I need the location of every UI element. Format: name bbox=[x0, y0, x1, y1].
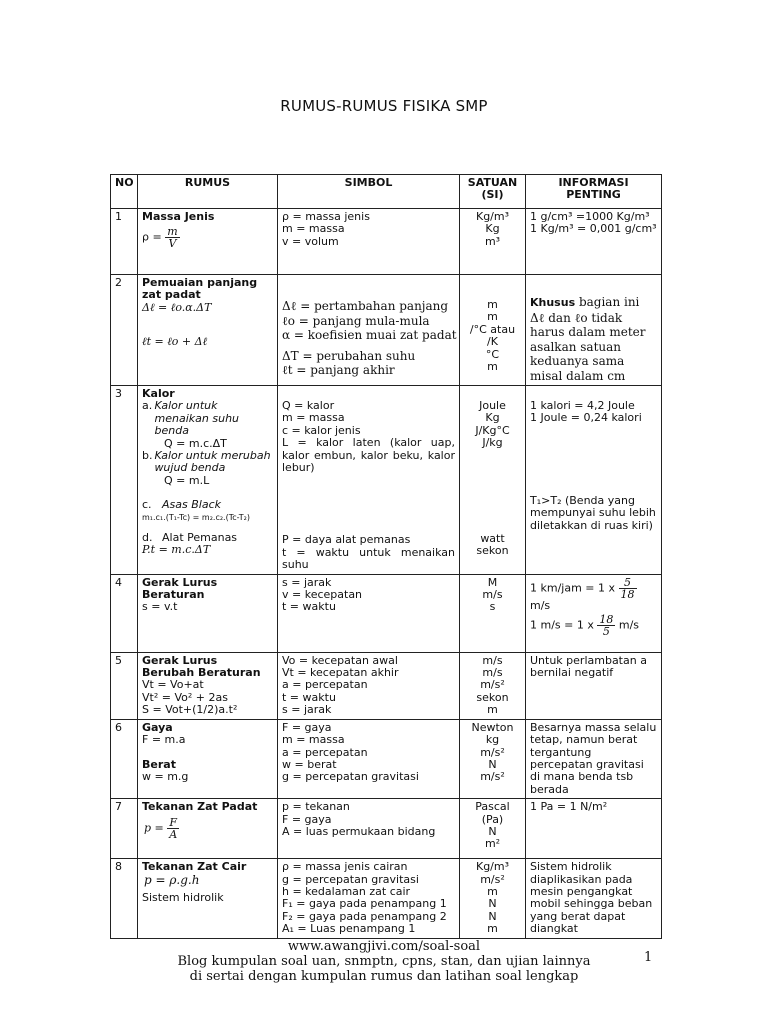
symbol-def: ℓo = panjang mula-mula bbox=[282, 313, 430, 328]
unit-cell bbox=[460, 652, 526, 719]
symbol-def: Vt = kecepatan akhir bbox=[282, 666, 399, 680]
formula-name: Tekanan Zat Cair bbox=[142, 860, 247, 874]
symbol-def: Δℓ = pertambahan panjang bbox=[282, 299, 449, 313]
symbol-cell bbox=[278, 574, 460, 652]
unit: m bbox=[487, 884, 498, 898]
unit: sekon bbox=[476, 544, 509, 558]
row-number: 7 bbox=[111, 799, 138, 859]
formula: m₁.c₁.(T₁-Tc) = m₂.c₂.(Tc-T₂) bbox=[142, 512, 250, 522]
formula-name: Massa Jenis bbox=[142, 210, 215, 223]
unit: °C bbox=[485, 347, 500, 361]
formula-cell bbox=[138, 859, 278, 938]
formula-lhs: ρ = bbox=[142, 230, 162, 244]
info-text: 1 Pa = 1 N/m² bbox=[530, 800, 608, 814]
page-number: 1 bbox=[644, 950, 653, 965]
row-number: 8 bbox=[111, 859, 138, 938]
symbol-def: ρ = massa jenis bbox=[282, 210, 370, 223]
symbol-cell bbox=[278, 859, 460, 938]
symbol-def: t = waktu untuk menaikan suhu bbox=[282, 545, 455, 572]
row-number: 3 bbox=[111, 386, 138, 575]
sub-item bbox=[142, 400, 273, 437]
symbol-def: s = jarak bbox=[282, 575, 332, 589]
unit: m/s bbox=[482, 653, 503, 667]
table-row bbox=[111, 719, 662, 798]
unit: m/s² bbox=[480, 770, 505, 784]
unit: N bbox=[488, 824, 497, 838]
symbol-def: c = kalor jenis bbox=[282, 423, 361, 437]
header-row bbox=[111, 175, 662, 209]
info-cell bbox=[526, 386, 662, 575]
unit: N bbox=[488, 897, 497, 911]
unit: Kg/m³ bbox=[475, 210, 510, 223]
formula-cell bbox=[138, 652, 278, 719]
formula-name: Pemuaian panjang zat padat bbox=[142, 276, 258, 302]
unit: N bbox=[488, 909, 497, 923]
formula: Δℓ = ℓo.α.ΔT bbox=[142, 300, 212, 314]
unit-cell bbox=[460, 859, 526, 938]
symbol-def: ℓt = panjang akhir bbox=[282, 363, 395, 377]
info-text: 1 Kg/m³ = 0,001 g/cm³ bbox=[530, 222, 657, 236]
footer-line-2: di sertai dengan kumpulan rumus dan latihan soal lengkap bbox=[189, 969, 579, 984]
unit: /°C atau /K bbox=[469, 322, 516, 349]
formula bbox=[142, 817, 273, 840]
info-text: bagian ini Δℓ dan ℓo tidak harus dalam meter asalkan satuan keduanya sama misal dalam cm bbox=[530, 295, 646, 383]
unit: M bbox=[487, 575, 498, 589]
unit: s bbox=[489, 600, 496, 614]
table-row bbox=[111, 386, 662, 575]
formula-cell bbox=[138, 275, 278, 386]
unit: m/s² bbox=[480, 745, 505, 759]
fraction-denominator: 5 bbox=[602, 625, 610, 639]
symbol-cell bbox=[278, 719, 460, 798]
symbol-def: ΔT = perubahan suhu bbox=[282, 348, 416, 363]
formula-lhs: p = bbox=[144, 821, 164, 835]
table-row bbox=[111, 799, 662, 859]
formula: Q = m.L bbox=[164, 473, 210, 487]
formula-cell bbox=[138, 386, 278, 575]
table-row bbox=[111, 652, 662, 719]
info-text: Untuk perlambatan a bernilai negatif bbox=[530, 653, 647, 680]
unit: m bbox=[487, 310, 498, 324]
header-info: INFORMASI PENTING bbox=[526, 175, 662, 209]
symbol-def: A₁ = Luas penampang 1 bbox=[282, 922, 416, 936]
item-label: c. bbox=[142, 498, 152, 512]
item-text: Asas Black bbox=[162, 498, 221, 512]
unit: m/s² bbox=[480, 872, 505, 886]
unit-cell bbox=[460, 574, 526, 652]
unit: Newton bbox=[471, 720, 514, 734]
info-cell bbox=[526, 652, 662, 719]
unit-cell bbox=[460, 799, 526, 859]
symbol-def: v = kecepatan bbox=[282, 588, 363, 602]
symbol-cell bbox=[278, 275, 460, 386]
formula-name: Kalor bbox=[142, 387, 175, 400]
formula bbox=[142, 226, 273, 249]
symbol-def: α = koefisien muai zat padat bbox=[282, 328, 457, 342]
symbol-def: F = gaya bbox=[282, 812, 332, 826]
formula: P.t = m.c.ΔT bbox=[142, 543, 211, 557]
row-number: 5 bbox=[111, 652, 138, 719]
unit: sekon bbox=[476, 690, 509, 704]
symbol-def: a = percepatan bbox=[282, 678, 368, 692]
conversion bbox=[530, 577, 657, 600]
symbol-def: t = waktu bbox=[282, 600, 336, 614]
formula: ℓt = ℓo + Δℓ bbox=[142, 335, 208, 349]
footer-line-1: Blog kumpulan soal uan, snmptn, cpns, stan, dan ujian lainnya bbox=[177, 954, 591, 969]
unit: m bbox=[487, 360, 498, 374]
formula: S = Vot+(1/2)a.t² bbox=[142, 703, 238, 717]
item-label: b. bbox=[142, 449, 153, 463]
unit: J/kg bbox=[482, 436, 503, 450]
row-number: 2 bbox=[111, 275, 138, 386]
info-text: Sistem hidrolik diaplikasikan pada mesin pengangkat mobil sehingga beban yang berat dapat diangkat bbox=[530, 860, 653, 936]
unit-cell bbox=[460, 209, 526, 275]
formula: Vt = Vo+at bbox=[142, 678, 204, 692]
formula-name: Gerak Lurus Beraturan bbox=[142, 575, 218, 602]
info-text: 1 Joule = 0,24 kalori bbox=[530, 411, 642, 425]
fraction-numerator: F bbox=[167, 817, 179, 829]
item-label: d. bbox=[142, 531, 153, 545]
info-cell bbox=[526, 719, 662, 798]
symbol-def: v = volum bbox=[282, 234, 339, 248]
fraction-denominator: 18 bbox=[620, 587, 635, 601]
symbol-cell bbox=[278, 799, 460, 859]
unit: Kg/m³ bbox=[475, 860, 510, 874]
row-number: 1 bbox=[111, 209, 138, 275]
info-cell bbox=[526, 209, 662, 275]
conversion bbox=[530, 614, 657, 637]
symbol-def: F₂ = gaya pada penampang 2 bbox=[282, 909, 447, 923]
info-emphasis: Khusus bbox=[530, 296, 576, 309]
unit: m bbox=[487, 922, 498, 936]
symbol-def: L = kalor laten (kalor uap, kalor embun, kalor beku, kalor lebur) bbox=[282, 436, 455, 475]
formula-cell bbox=[138, 719, 278, 798]
row-number: 6 bbox=[111, 719, 138, 798]
row-number: 4 bbox=[111, 574, 138, 652]
symbol-def: A = luas permukaan bidang bbox=[282, 824, 436, 838]
item-label: a. bbox=[142, 399, 153, 413]
unit: m³ bbox=[484, 234, 501, 248]
table-row bbox=[111, 275, 662, 386]
unit: N bbox=[488, 757, 497, 771]
page-title: RUMUS-RUMUS FISIKA SMP bbox=[280, 97, 488, 115]
unit: m bbox=[487, 298, 498, 311]
symbol-def: ρ = massa jenis cairan bbox=[282, 860, 408, 874]
fraction bbox=[167, 817, 179, 840]
table-row bbox=[111, 209, 662, 275]
formula: Q = m.c.ΔT bbox=[164, 436, 227, 450]
symbol-cell bbox=[278, 209, 460, 275]
formula: F = m.a bbox=[142, 733, 186, 747]
symbol-def: g = percepatan gravitasi bbox=[282, 770, 419, 784]
conversion-text: 1 km/jam = 1 x bbox=[530, 581, 616, 595]
unit: m² bbox=[484, 837, 501, 851]
fraction bbox=[597, 614, 615, 637]
conversion-unit: m/s bbox=[618, 618, 640, 632]
formula: Vt² = Vo² + 2as bbox=[142, 690, 228, 704]
fraction bbox=[619, 577, 637, 600]
unit: m bbox=[487, 703, 498, 717]
formula-cell bbox=[138, 209, 278, 275]
unit-cell bbox=[460, 275, 526, 386]
unit: (Pa) bbox=[481, 812, 504, 826]
footer-url[interactable]: www.awangjivi.com/soal-soal bbox=[287, 939, 481, 954]
fraction-numerator: 18 bbox=[599, 613, 614, 627]
symbol-def: P = daya alat pemanas bbox=[282, 533, 411, 547]
header-simbol: SIMBOL bbox=[278, 175, 460, 209]
symbol-def: s = jarak bbox=[282, 703, 332, 717]
fraction-numerator: 5 bbox=[619, 577, 637, 589]
unit: kg bbox=[485, 733, 500, 747]
unit: watt bbox=[480, 531, 505, 545]
formula-name: Gaya bbox=[142, 720, 173, 734]
unit-cell bbox=[460, 719, 526, 798]
table-row bbox=[111, 574, 662, 652]
unit: m/s bbox=[482, 588, 503, 602]
fraction bbox=[165, 226, 179, 249]
info-text: 1 kalori = 4,2 Joule bbox=[530, 399, 635, 412]
sub-item bbox=[142, 450, 273, 475]
conversion-text: 1 m/s = 1 x bbox=[530, 618, 594, 632]
header-no: NO bbox=[111, 175, 138, 209]
formula: w = m.g bbox=[142, 769, 189, 783]
header-satuan: SATUAN (SI) bbox=[460, 175, 526, 209]
fraction-numerator: m bbox=[167, 225, 178, 239]
unit: m/s² bbox=[480, 678, 505, 692]
unit: m/s bbox=[482, 666, 503, 680]
symbol-def: a = percepatan bbox=[282, 745, 368, 759]
formula-table bbox=[110, 174, 662, 939]
symbol-def: F₁ = gaya pada penampang 1 bbox=[282, 897, 447, 911]
symbol-cell bbox=[278, 386, 460, 575]
table-row bbox=[111, 859, 662, 938]
symbol-def: m = massa bbox=[282, 733, 345, 747]
formula: s = v.t bbox=[142, 600, 178, 614]
info-text: 1 g/cm³ =1000 Kg/m³ bbox=[530, 210, 650, 223]
unit: J/Kg°C bbox=[475, 423, 510, 437]
unit: Pascal bbox=[475, 800, 510, 814]
fraction-denominator: A bbox=[169, 827, 178, 841]
info-cell bbox=[526, 275, 662, 386]
symbol-def: g = percepatan gravitasi bbox=[282, 872, 419, 886]
formula-cell bbox=[138, 574, 278, 652]
conversion-unit: m/s bbox=[530, 598, 551, 612]
header-rumus: RUMUS bbox=[138, 175, 278, 209]
item-text: Kalor untuk merubah wujud benda bbox=[154, 449, 271, 475]
info-text: T₁>T₂ (Benda yang mempunyai suhu lebih diletakkan di ruas kiri) bbox=[530, 493, 656, 532]
symbol-def: Q = kalor bbox=[282, 399, 335, 412]
formula: p = ρ.g.h bbox=[144, 872, 200, 887]
symbol-def: t = waktu bbox=[282, 690, 336, 704]
info-cell bbox=[526, 859, 662, 938]
formula-subtitle: Sistem hidrolik bbox=[142, 890, 224, 904]
formula-name: Tekanan Zat Padat bbox=[142, 800, 258, 814]
symbol-def: F = gaya bbox=[282, 720, 332, 734]
unit: Kg bbox=[485, 222, 500, 236]
unit-cell bbox=[460, 386, 526, 575]
info-cell bbox=[526, 574, 662, 652]
symbol-def: h = kedalaman zat cair bbox=[282, 884, 411, 898]
info-cell bbox=[526, 799, 662, 859]
symbol-cell bbox=[278, 652, 460, 719]
fraction-denominator: V bbox=[168, 237, 177, 251]
info-text: Besarnya massa selalu tetap, namun berat tergantung percepatan gravitasi di mana benda tsb berada bbox=[530, 720, 657, 796]
symbol-def: w = berat bbox=[282, 757, 337, 771]
symbol-def: p = tekanan bbox=[282, 800, 350, 814]
symbol-def: m = massa bbox=[282, 411, 345, 425]
symbol-def: m = massa bbox=[282, 222, 345, 236]
sub-item bbox=[142, 499, 273, 511]
unit: Kg bbox=[485, 411, 500, 425]
formula-name: Gerak Lurus Berubah Beraturan bbox=[142, 653, 261, 680]
item-text: Kalor untuk menaikan suhu benda bbox=[154, 399, 240, 438]
formula-cell bbox=[138, 799, 278, 859]
formula-name: Berat bbox=[142, 757, 176, 771]
symbol-def: Vo = kecepatan awal bbox=[282, 653, 398, 667]
unit: Joule bbox=[479, 399, 506, 412]
item-text: Alat Pemanas bbox=[162, 531, 238, 545]
